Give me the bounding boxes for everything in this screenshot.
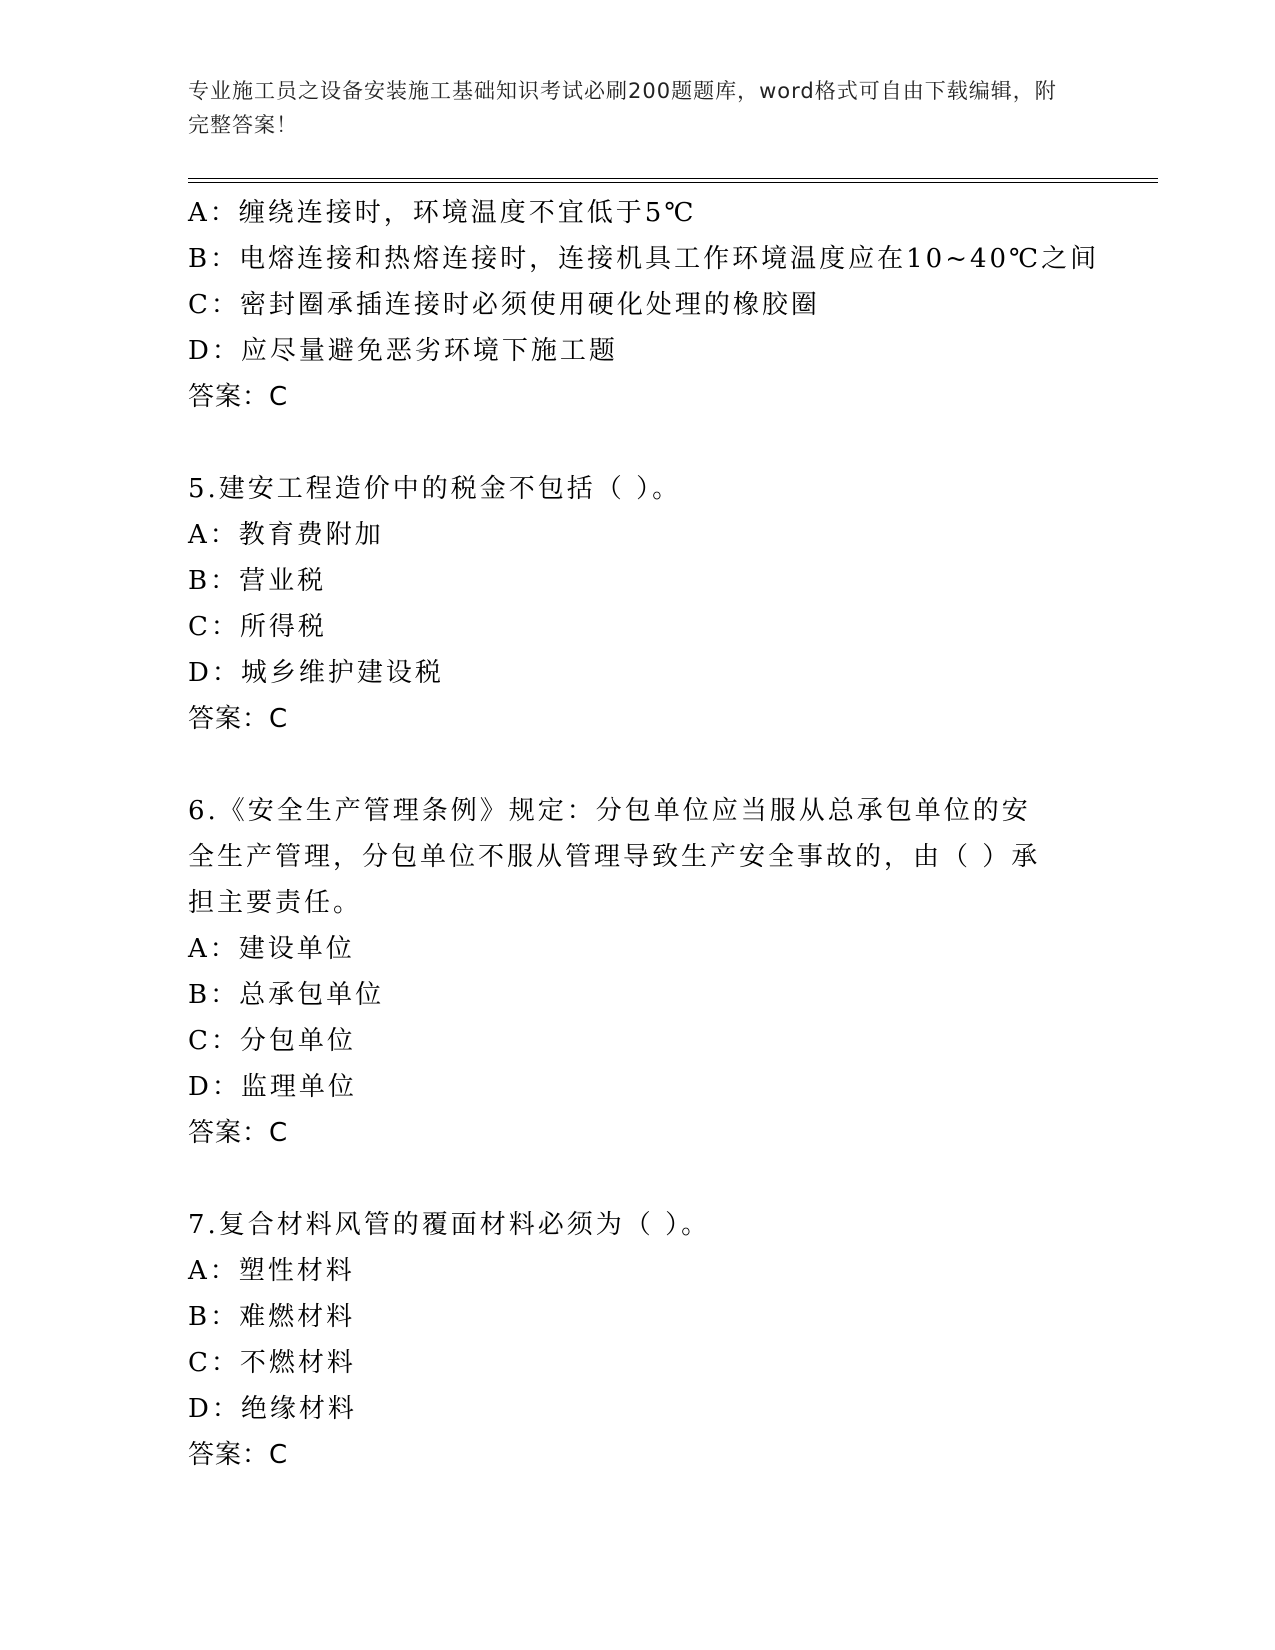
document-header: 专业施工员之设备安装施工基础知识考试必刷200题题库，word格式可自由下载编辑，附完整答案！ bbox=[188, 79, 1057, 137]
question-7 bbox=[188, 1202, 1148, 1478]
option-c: C：所得税 bbox=[188, 612, 327, 642]
question-stem: 6.《安全生产管理条例》规定：分包单位应当服从总承包单位的安全生产管理，分包单位不服从管理导致生产安全事故的，由（ ）承担主要责任。 bbox=[188, 796, 1041, 918]
header-divider-bottom bbox=[188, 182, 1158, 183]
option-b: B：难燃材料 bbox=[188, 1302, 356, 1332]
answer: 答案：C bbox=[188, 1118, 289, 1148]
option-d: D：应尽量避免恶劣环境下施工题 bbox=[188, 336, 618, 366]
answer: 答案：C bbox=[188, 1440, 289, 1470]
option-d: D：绝缘材料 bbox=[188, 1394, 357, 1424]
answer: 答案：C bbox=[188, 382, 289, 412]
header-divider-top bbox=[188, 178, 1158, 179]
question-6 bbox=[188, 788, 1148, 1156]
option-a: A：塑性材料 bbox=[188, 1256, 355, 1286]
question-stem: 7.复合材料风管的覆面材料必须为（ ）。 bbox=[188, 1210, 711, 1240]
option-b: B：总承包单位 bbox=[188, 980, 385, 1010]
option-b: B：电熔连接和热熔连接时，连接机具工作环境温度应在10~40℃之间 bbox=[188, 244, 1100, 274]
option-c: C：分包单位 bbox=[188, 1026, 356, 1056]
option-d: D：监理单位 bbox=[188, 1072, 357, 1102]
option-a: A：缠绕连接时，环境温度不宜低于5℃ bbox=[188, 198, 697, 228]
answer: 答案：C bbox=[188, 704, 289, 734]
option-a: A：建设单位 bbox=[188, 934, 355, 964]
option-b: B：营业税 bbox=[188, 566, 327, 596]
option-d: D：城乡维护建设税 bbox=[188, 658, 444, 688]
option-a: A：教育费附加 bbox=[188, 520, 384, 550]
question-content bbox=[188, 190, 1148, 1478]
question-5 bbox=[188, 466, 1148, 742]
question-continued bbox=[188, 190, 1148, 420]
option-c: C：不燃材料 bbox=[188, 1348, 356, 1378]
option-c: C：密封圈承插连接时必须使用硬化处理的橡胶圈 bbox=[188, 290, 820, 320]
question-stem: 5.建安工程造价中的税金不包括（ ）。 bbox=[188, 474, 682, 504]
